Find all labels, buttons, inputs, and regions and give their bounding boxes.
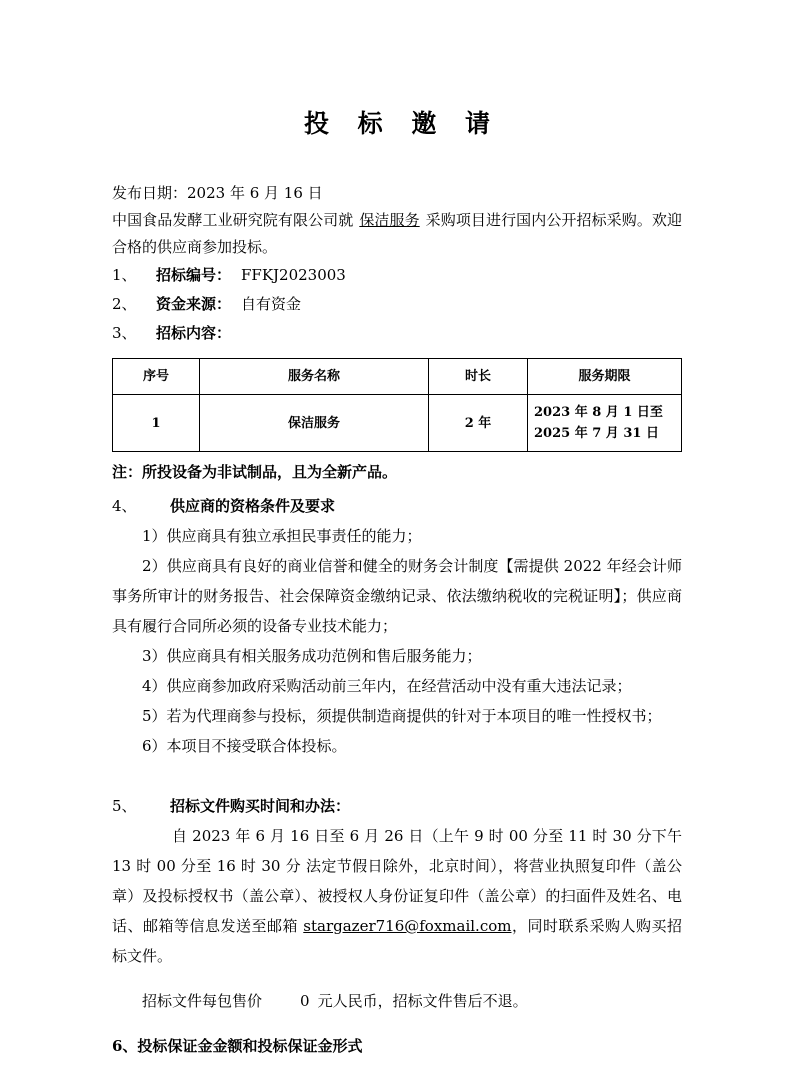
table-header-cell: 服务名称 (200, 359, 429, 395)
intro-prefix: 中国食品发酵工业研究院有限公司就 (112, 211, 354, 229)
list-item: 1）供应商具有独立承担民事责任的能力； (142, 527, 422, 545)
item-label: 招标内容： (156, 324, 232, 342)
item-number: 2、 (112, 295, 137, 313)
list-item: 4）供应商参加政府采购活动前三年内，在经营活动中没有重大违法记录； (142, 677, 632, 695)
list-item: 6）本项目不接受联合体投标。 (142, 737, 347, 755)
contact-email: stargazer716@foxmail.com (303, 917, 512, 935)
table-cell-service-name: 保洁服务 (200, 395, 429, 452)
section-title: 供应商的资格条件及要求 (170, 497, 336, 515)
section-5-body (112, 821, 682, 971)
section-5-body-part1: 自 2023 年 6 月 16 日至 6 月 26 日（上午 9 时 00 分至 11 时 30 分下午 13 时 00 分至 16 时 30 分 法定节假日除外，北京时间），将营业执照复印件（盖公章）及投标授权书（盖公章）、被授权人身份证复印件（盖公章）的扫面件及姓名、电话、邮箱等信息发送至邮箱 (112, 827, 682, 935)
table-header-cell: 服务期限 (528, 359, 682, 395)
table-header-cell: 序号 (113, 359, 200, 395)
publish-date-label: 发布日期： (112, 184, 188, 202)
section-4-heading (112, 491, 682, 521)
price-prefix: 招标文件每包售价 (142, 992, 263, 1010)
price-value: 0 (300, 992, 310, 1010)
item-value: FFKJ2023003 (241, 266, 346, 284)
document-price-line (112, 986, 682, 1016)
intro-suffix: 采购项目进行国内公开招标采购。欢迎合格的供应商参加投标。 (112, 211, 682, 256)
table-header-row (113, 359, 682, 395)
price-suffix: 元人民币，招标文件售后不退。 (317, 992, 528, 1010)
publish-date-value: 2023 年 6 月 16 日 (187, 184, 323, 202)
section-title: 招标文件购买时间和办法： (170, 797, 351, 815)
bid-content-table (112, 358, 682, 452)
table-cell-index: 1 (113, 395, 200, 452)
intro-service-field: 保洁服务 (359, 211, 420, 229)
item-label: 招标编号： (156, 266, 232, 284)
list-item (112, 319, 682, 348)
item-number: 3、 (112, 324, 137, 342)
spacer (112, 761, 682, 791)
section-5-heading (112, 791, 682, 821)
section-number: 5、 (112, 797, 137, 815)
table-cell-duration: 2 年 (429, 395, 528, 452)
item-label: 资金来源： (156, 295, 232, 313)
list-item: 3）供应商具有相关服务成功范例和售后服务能力； (142, 647, 482, 665)
intro-paragraph (112, 207, 682, 261)
table-note: 注：所投设备为非试制品，且为全新产品。 (112, 463, 398, 481)
list-item: 5）若为代理商参与投标，须提供制造商提供的针对于本项目的唯一性授权书； (142, 707, 662, 725)
list-item (112, 290, 682, 319)
publish-date-line (112, 180, 682, 207)
list-item: 2）供应商具有良好的商业信誉和健全的财务会计制度【需提供 2022 年经会计师事务所审计的财务报告、社会保障资金缴纳记录、依法缴纳税收的完税证明】；供应商具有履行合同所必须的设备专业技术能力； (112, 557, 682, 635)
item-value: 自有资金 (241, 295, 302, 313)
page-title: 投 标 邀 请 (303, 109, 501, 138)
table-header-cell: 时长 (429, 359, 528, 395)
section-6-heading: 6、投标保证金金额和投标保证金形式 (112, 1037, 363, 1055)
item-number: 1、 (112, 266, 137, 284)
table-cell-period: 2023 年 8 月 1 日至 2025 年 7 月 31 日 (528, 395, 682, 452)
section-number: 4、 (112, 497, 137, 515)
section-5-body-part2: ，同时联系采购人购买招标文件。 (112, 917, 682, 965)
table-row (113, 395, 682, 452)
list-item (112, 261, 682, 290)
